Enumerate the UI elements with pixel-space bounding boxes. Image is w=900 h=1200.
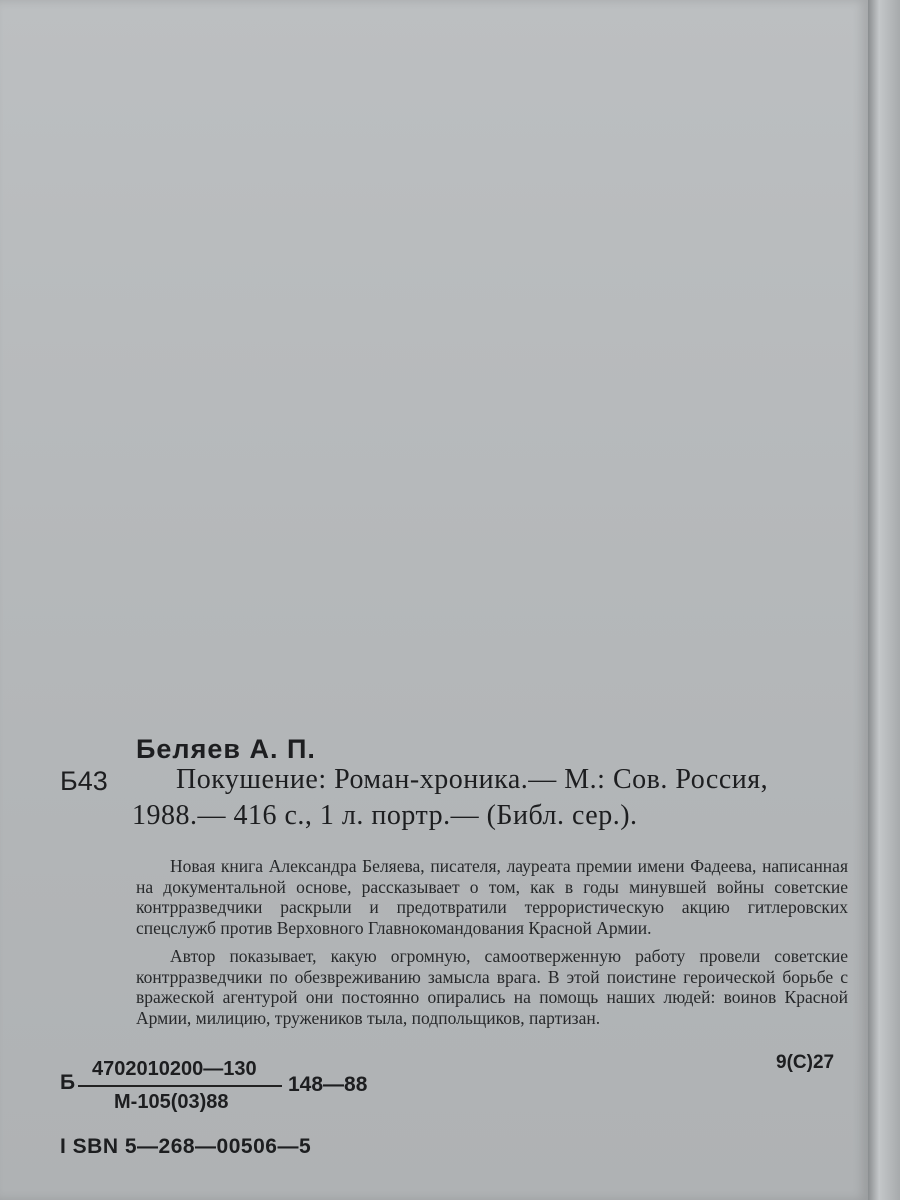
bibliographic-line-1: Покушение: Роман-хроника.— М.: Сов. Россия, (176, 764, 769, 795)
author-name: Беляев А. П. (136, 734, 316, 764)
isbn-line: I SBN 5—268—00506—5 (60, 1135, 312, 1158)
author-code: Б43 (60, 766, 108, 796)
bibliographic-line-2: 1988.— 416 с., 1 л. портр.— (Библ. сер.). (132, 800, 638, 831)
bbk-index: 9(С)27 (776, 1052, 835, 1073)
formula-suffix: 148—88 (288, 1073, 368, 1096)
formula-letter: Б (60, 1071, 76, 1094)
annotation-paragraph-1: Новая книга Александра Беляева, писателя, лауреата премии имени Фадеева, написанная на документальной основе, рассказывает о том, как в годы минувшей войны советские контрразведчики раскрыли и предотвратили террористическую акцию гитлеровских спецслужб против Верховного Главнокомандования Красной Армии. (136, 856, 848, 938)
formula-denominator: М-105(03)88 (114, 1091, 229, 1113)
page-edge (868, 0, 900, 1200)
formula-numerator: 4702010200—130 (92, 1058, 257, 1080)
annotation-paragraph-2: Автор показывает, какую огромную, самоотверженную работу провели советские контрразведчики по обезвреживанию замысла врага. В этой поистине героической борьбе с вражеской агентурой они постоянно опирались на помощь наших людей: воинов Красной Армии, милицию, тружеников тыла, подпольщиков, партизан. (136, 946, 848, 1028)
fraction-line (78, 1085, 282, 1087)
